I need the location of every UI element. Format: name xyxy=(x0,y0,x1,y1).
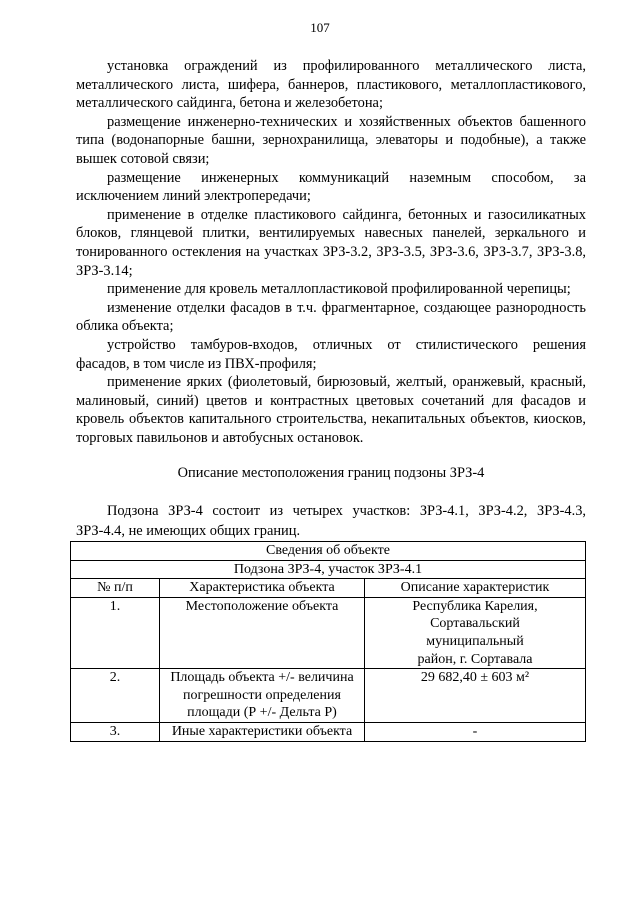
list-item: изменение отделки фасадов в т.ч. фрагментарное, создающее разнородность облика объекта; xyxy=(76,299,586,335)
table-title: Сведения об объекте xyxy=(71,542,586,561)
column-header-description: Описание характеристик xyxy=(365,579,586,598)
list-item: размещение инженерных коммуникаций наземным способом, за исключением линий электропередачи; xyxy=(76,169,586,205)
table-subtitle-row xyxy=(71,560,586,579)
table-row xyxy=(71,722,586,741)
row-description: 29 682,40 ± 603 м² xyxy=(365,669,586,723)
column-header-number: № п/п xyxy=(71,579,160,598)
row-characteristic: Местоположение объекта xyxy=(160,597,365,668)
list-item: применение ярких (фиолетовый, бирюзовый, желтый, оранжевый, красный, малиновый, синий) цветов и контрастных цветовых сочетаний для фасадов и кровель объектов капитального строительства, некапитальных объектов, киосков, торговых павильонов и автобусных остановок. xyxy=(76,374,586,446)
row-number: 2. xyxy=(71,669,160,723)
list-item: размещение инженерно-технических и хозяйственных объектов башенного типа (водонапорные башни, зернохранилища, элеваторы и подобные), а также вышек сотовой связи; xyxy=(76,113,586,167)
description-line: Сортавальский xyxy=(430,616,520,632)
list-item: устройство тамбуров-входов, отличных от стилистического решения фасадов, в том числе из ПВХ-профиля; xyxy=(76,336,586,372)
document-body xyxy=(76,57,586,541)
row-description: - xyxy=(365,722,586,741)
list-item: применение для кровель металлопластиковой профилированной черепицы; xyxy=(107,281,571,298)
description-line: Республика Карелия, xyxy=(412,598,538,614)
list-item: установка ограждений из профилированного металлического листа, металлического листа, шифера, баннеров, пластикового, металлопластикового, металлического сайдинга, бетона и железобетона; xyxy=(76,58,586,112)
row-characteristic: Иные характеристики объекта xyxy=(160,722,365,741)
characteristic-line: Площадь объекта +/- величина xyxy=(170,670,354,686)
characteristic-line: площади (Р +/- Дельта Р) xyxy=(187,705,337,721)
description-line: район, г. Сортавала xyxy=(417,651,533,667)
table-title-row xyxy=(71,542,586,561)
page-number: 107 xyxy=(310,20,330,35)
column-header-characteristic: Характеристика объекта xyxy=(160,579,365,598)
intro-paragraph: Подзона ЗРЗ-4 состоит из четырех участков: ЗРЗ-4.1, ЗРЗ-4.2, ЗРЗ-4.3, ЗРЗ-4.4, не имеющих общих границ. xyxy=(76,503,586,540)
section-heading: Описание местоположения границ подзоны ЗРЗ-4 xyxy=(177,465,485,482)
list-item: применение в отделке пластикового сайдинга, бетонных и газосиликатных блоков, глянцевой плитки, вентилируемых навесных панелей, зеркального и тонированного остекления на участках ЗРЗ-3.2, ЗРЗ-3.5, ЗРЗ-3.6, ЗРЗ-3.7, ЗРЗ-3.8, ЗРЗ-3.14; xyxy=(76,206,586,279)
table-header-row xyxy=(71,579,586,598)
characteristic-line: погрешности определения xyxy=(183,687,341,703)
row-number: 1. xyxy=(71,597,160,668)
row-number: 3. xyxy=(71,722,160,741)
object-info-table xyxy=(70,541,586,742)
table-row xyxy=(71,597,586,668)
description-line: муниципальный xyxy=(426,633,524,649)
row-description xyxy=(365,597,586,668)
table-row xyxy=(71,669,586,723)
table-subtitle: Подзона ЗРЗ-4, участок ЗРЗ-4.1 xyxy=(71,560,586,579)
row-characteristic xyxy=(160,669,365,723)
